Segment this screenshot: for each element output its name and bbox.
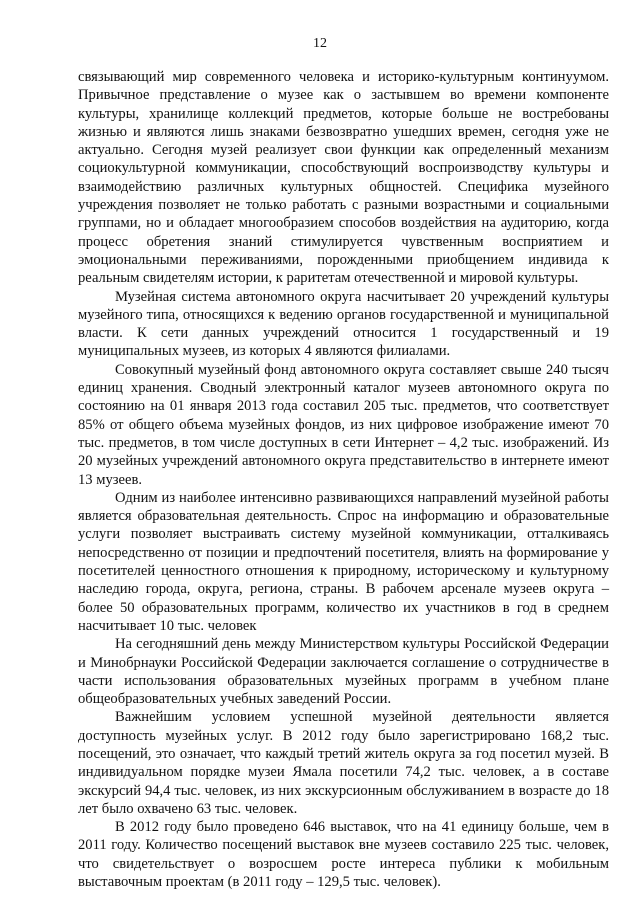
paragraph-exhibitions: В 2012 году было проведено 646 выставок, что на 41 единицу больше, чем в 2011 году. Количество посещений выставок вне музеев составило 225 тыс. человек, что свидетельствует о возросшем росте интереса публики к мобильным выставочным проектам (в 2011 году – 129,5 тыс. человек). [78, 819, 609, 891]
paragraph-museum-fund: Совокупный музейный фонд автономного округа составляет свыше 240 тысяч единиц хранения. Сводный электронный каталог музеев автономного округа по состоянию на 01 января 2013 года составил 205 тыс. предметов, что соответствует 85% от общего объема музейных фондов, из них цифровое изображение имеют 70 тыс. предметов, в том числе доступных в сети Интернет – 4,2 тыс. изображений. Из 20 музейных учреждений автономного округа представительство в интернете имеют 13 музеев. [78, 361, 609, 488]
paragraph-educational-activity: Одним из наиболее интенсивно развивающихся направлений музейной работы является образовательная деятельность. Спрос на информацию и образовательные услуги позволяет выстраивать систему музейной коммуникации, отталкиваясь непосредственно от позиции и предпочтений посетителя, влиять на формирование у посетителей ценностного отношения к природному, историческому и культурному наследию города, округа, региона, страны. В рабочем арсенале музеев округа – более 50 образовательных программ, количество их участников в год в среднем насчитывает 10 тыс. человек [78, 489, 609, 634]
text-body [78, 68, 609, 891]
paragraph-ministry-agreement: На сегодняшний день между Министерством культуры Российской Федерации и Минобрнауки Российской Федерации заключается соглашение о сотрудничестве в части использования образовательных музейных программ в учебном плане общеобразовательных учебных заведений России. [78, 636, 609, 708]
paragraph-accessibility: Важнейшим условием успешной музейной деятельности является доступность музейных услуг. В 2012 году было зарегистрировано 168,2 тыс. посещений, это означает, что каждый третий житель округа за год посетил музей. В индивидуальном порядке музеи Ямала посетили 74,2 тыс. человек, а в составе экскурсий 94,4 тыс. человек, из них экскурсионным обслуживанием в возрасте до 18 лет было охвачено 63 тыс. человек. [78, 709, 609, 817]
paragraph-museum-system: Музейная система автономного округа насчитывает 20 учреждений культуры музейного типа, относящихся к ведению органов государственной и муниципальной власти. К сети данных учреждений относится 1 государственный и 19 муниципальных музеев, из которых 4 являются филиалами. [78, 288, 609, 360]
paragraph-continuation: связывающий мир современного человека и историко-культурным континуумом. Привычное представление о музее как о застывшем во времени компоненте культуры, хранилище коллекций предметов, которые больше не востребованы жизнью и являются лишь знаками безвозвратно ушедших времен, сегодня уже не актуально. Сегодня музей реализует свои функции как определенный механизм социокультурной коммуникации, способствующий воспроизводству культуры и взаимодействию различных культурных общностей. Специфика музейного учреждения позволяет не только работать с разными возрастными и социальными группами, но и обладает многообразием способов воздействия на аудиторию, когда процесс обретения знаний стимулируется чувственным восприятием и эмоциональными переживаниями, порожденными приобщением индивида к реальным свидетелям истории, к раритетам отечественной и мировой культуры. [78, 69, 609, 287]
page-number: 12 [313, 36, 327, 51]
